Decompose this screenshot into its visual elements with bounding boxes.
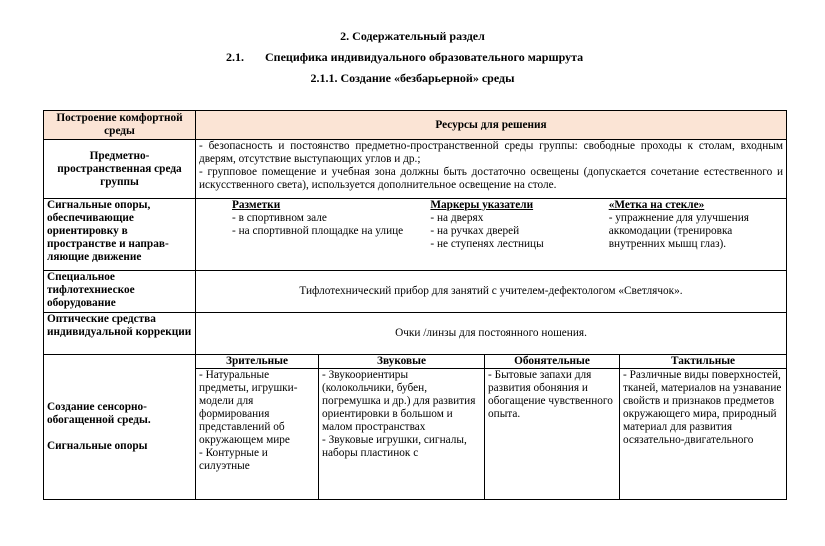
pointer-markers-column xyxy=(422,199,604,251)
table-header-row xyxy=(44,111,787,140)
markings-column xyxy=(196,199,422,251)
visual-cell xyxy=(196,369,319,500)
header-comfort-env: Построение комфортной среды xyxy=(44,111,196,140)
touch-cell xyxy=(620,369,787,500)
pointer-markers-title: Маркеры указатели xyxy=(430,199,534,211)
subsubsection-heading: 2.1.1. Создание «безбарьерной» среды xyxy=(310,71,515,85)
touch-text: - Различные виды поверхностей, тканей, материалов на узнавание свойств и признаков предметов окружающего мира, природный материал для развития осязательно-двигательного xyxy=(623,369,782,446)
spatial-env-line-2: - групповое помещение и учебная зона должны быть достаточно освещены (допускается сочетание естественного и искусственного света), используется дополнительное освещение на столе. xyxy=(199,166,784,191)
list-item: - в спортивном зале xyxy=(232,212,327,224)
row-label-optical-correction: Оптические средства индивидуальной коррекции xyxy=(44,313,196,355)
header-touch: Тактильные xyxy=(620,355,787,369)
glass-mark-column xyxy=(605,199,786,251)
table-row xyxy=(44,199,787,271)
subsection-number: 2.1. xyxy=(226,50,244,64)
row-label-sensory-env xyxy=(44,355,196,500)
spatial-env-cell xyxy=(196,140,787,199)
header-visual: Зрительные xyxy=(196,355,319,369)
signal-supports-cell xyxy=(196,199,787,271)
glass-mark-title: «Метка на стекле» xyxy=(608,199,705,211)
resources-table xyxy=(43,110,787,500)
section-heading: 2. Содержательный раздел xyxy=(340,29,485,43)
list-item: - на спортивной площадке на улице xyxy=(232,225,404,237)
sensory-env-label: Создание сенсорно-обогащенной среды. xyxy=(47,401,151,426)
optical-correction-cell: Очки /линзы для постоянного ношения. xyxy=(196,313,787,355)
list-item: - на дверях xyxy=(430,212,484,224)
sensory-signal-label: Сигнальные опоры xyxy=(47,440,148,452)
spatial-env-line-1: - безопасность и постоянство предметно-пространственной среды группы: свободные проходы к столам, входным дверям, отсутствие выступающих углов и др.; xyxy=(199,140,784,165)
list-item: - не ступенях лестницы xyxy=(430,238,544,250)
smell-cell xyxy=(485,369,620,500)
typhlo-equipment-cell: Тифлотехнический прибор для занятий с учителем-дефектологом «Светлячок». xyxy=(196,271,787,313)
table-row xyxy=(44,140,787,199)
markings-title: Разметки xyxy=(232,199,281,211)
smell-text: - Бытовые запахи для развития обоняния и обогащение чувственного опыта. xyxy=(488,369,613,420)
header-smell: Обонятельные xyxy=(485,355,620,369)
sensory-header-row xyxy=(44,355,787,369)
row-label-spatial-env: Предметно-пространственная среда группы xyxy=(44,140,196,199)
header-resources: Ресурсы для решения xyxy=(196,111,787,140)
list-item: - на ручках дверей xyxy=(430,225,520,237)
subsection-title: Специфика индивидуального образовательного маршрута xyxy=(265,50,584,64)
header-sound: Звуковые xyxy=(319,355,485,369)
visual-text: - Натуральные предметы, игрушки-модели для формирования представлений об окружающем мире - Контурные и силуэтные xyxy=(199,369,298,472)
table-row xyxy=(44,313,787,355)
glass-mark-text: - упражнение для улучшения аккомодации (тренировка внутренних мышц глаз). xyxy=(608,212,749,250)
sound-cell xyxy=(319,369,485,500)
signal-supports-inner xyxy=(196,199,786,251)
sound-text: - Звукоориентиры (колокольчики, бубен, погремушка и др.) для развития ориентировки в большом и малом пространствах - Звуковые игрушки, сигналы, наборы пластинок с xyxy=(322,369,476,459)
table-row xyxy=(44,271,787,313)
row-label-signal-supports: Сигнальные опоры, обеспечивающие ориентировку в пространстве и направ-ляющие движение xyxy=(44,199,196,271)
row-label-typhlo-equipment: Специальное тифлотехниеское оборудование xyxy=(44,271,196,313)
